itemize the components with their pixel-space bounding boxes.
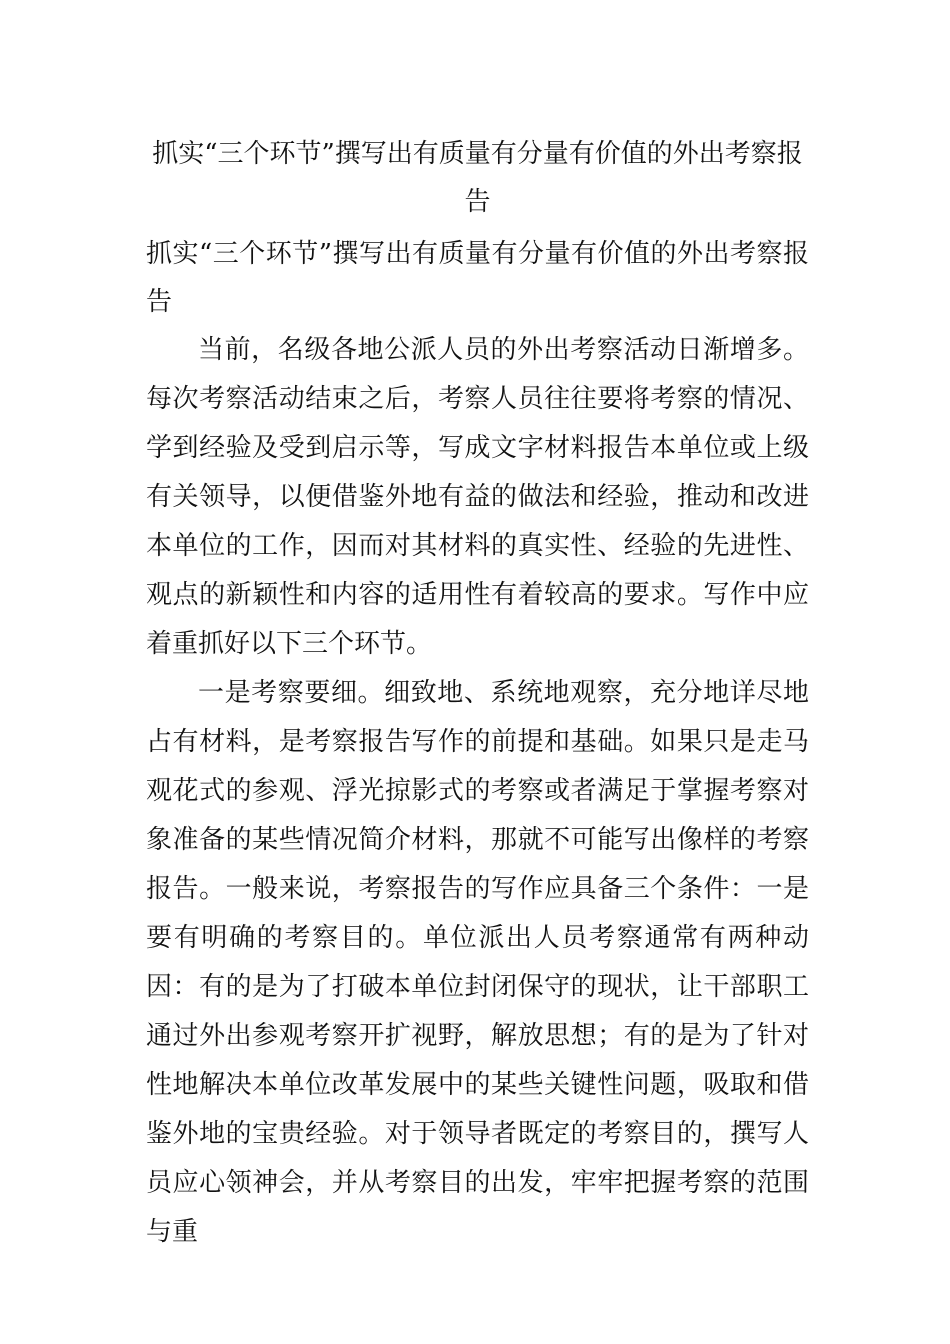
paragraph-intro: 当前，名级各地公派人员的外出考察活动日渐增多。每次考察活动结束之后，考察人员往往要将考察的情况、学到经验及受到启示等，写成文字材料报告本单位或上级有关领导，以便借鉴外地有益的做法和经验，推动和改进本单位的工作，因而对其材料的真实性、经验的先进性、观点的新颖性和内容的适用性有着较高的要求。写作中应着重抓好以下三个环节。 <box>146 335 809 659</box>
document-body <box>146 130 809 1257</box>
paragraph-point-one: 一是考察要细。细致地、系统地观察，充分地详尽地占有材料，是考察报告写作的前提和基础。如果只是走马观花式的参观、浮光掠影式的考察或者满足于掌握考察对象准备的某些情况简介材料，那就不可能写出像样的考察报告。一般来说，考察报告的写作应具备三个条件：一是要有明确的考察目的。单位派出人员考察通常有两种动因：有的是为了打破本单位封闭保守的现状，让干部职工通过外出参观考察开扩视野，解放思想；有的是为了针对性地解决本单位改革发展中的某些关键性问题，吸取和借鉴外地的宝贵经验。对于领导者既定的考察目的，撰写人员应心领神会，并从考察目的出发，牢牢把握考察的范围与重 <box>146 678 809 1247</box>
document-subtitle: 抓实“三个环节”撰写出有质量有分量有价值的外出考察报告 <box>146 239 809 317</box>
document-title: 抓实“三个环节”撰写出有质量有分量有价值的外出考察报告 <box>152 139 803 217</box>
